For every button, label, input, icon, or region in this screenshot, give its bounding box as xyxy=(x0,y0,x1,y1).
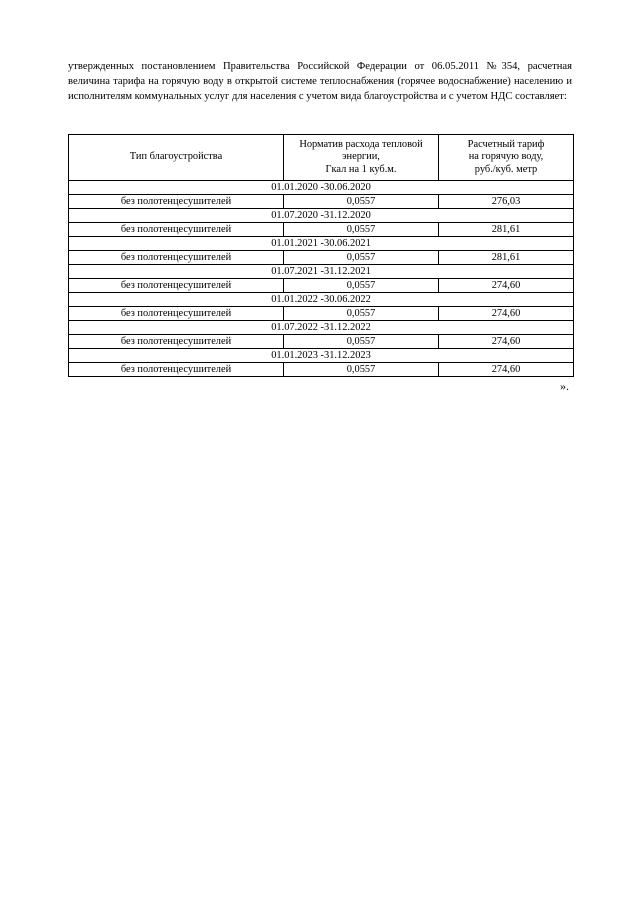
header-tariff-line1: Расчетный тариф xyxy=(467,138,545,150)
period-row xyxy=(69,321,574,335)
table-row xyxy=(69,223,574,237)
period-cell: 01.01.2020 -30.06.2020 xyxy=(69,181,574,195)
table-row xyxy=(69,307,574,321)
heat-norm-cell: 0,0557 xyxy=(284,307,439,321)
tariff-cell: 276,03 xyxy=(439,195,574,209)
header-tariff xyxy=(439,135,574,181)
heat-norm-cell: 0,0557 xyxy=(284,251,439,265)
header-improvement-type-text: Тип благоустройства xyxy=(129,151,223,163)
table-row xyxy=(69,251,574,265)
period-cell: 01.07.2021 -31.12.2021 xyxy=(69,265,574,279)
improvement-type-cell: без полотенцесушителей xyxy=(69,195,284,209)
table-row xyxy=(69,195,574,209)
header-improvement-type xyxy=(69,135,284,181)
header-heat-norm xyxy=(284,135,439,181)
improvement-type-cell: без полотенцесушителей xyxy=(69,307,284,321)
header-heat-norm-line2: энергии, xyxy=(342,151,380,163)
table-row xyxy=(69,363,574,377)
header-tariff-line3: руб./куб. метр xyxy=(474,163,538,175)
period-cell: 01.01.2021 -30.06.2021 xyxy=(69,237,574,251)
heat-norm-cell: 0,0557 xyxy=(284,279,439,293)
period-row xyxy=(69,293,574,307)
improvement-type-cell: без полотенцесушителей xyxy=(69,279,284,293)
period-cell: 01.01.2023 -31.12.2023 xyxy=(69,349,574,363)
tariff-cell: 274,60 xyxy=(439,363,574,377)
tariff-cell: 281,61 xyxy=(439,223,574,237)
heat-norm-cell: 0,0557 xyxy=(284,335,439,349)
table-row xyxy=(69,335,574,349)
tariff-cell: 281,61 xyxy=(439,251,574,265)
tariff-cell: 274,60 xyxy=(439,279,574,293)
heat-norm-cell: 0,0557 xyxy=(284,223,439,237)
table-row xyxy=(69,279,574,293)
period-row xyxy=(69,349,574,363)
improvement-type-cell: без полотенцесушителей xyxy=(69,251,284,265)
table-header-row xyxy=(69,135,574,181)
heat-norm-cell: 0,0557 xyxy=(284,195,439,209)
intro-paragraph: утвержденных постановлением Правительства Российской Федерации от 06.05.2011 №354, расчетная величина тарифа на горячую воду в открытой системе теплоснабжения (горячее водоснабжение) населению и исполнителям коммунальных услуг для населения с учетом вида благоустройства и с учетом НДС составляет: xyxy=(68,61,572,102)
tariff-cell: 274,60 xyxy=(439,335,574,349)
header-tariff-line2: на горячую воду, xyxy=(468,151,544,163)
header-heat-norm-line1: Норматив расхода тепловой xyxy=(299,138,423,150)
period-row xyxy=(69,181,574,195)
tariff-table xyxy=(68,134,574,377)
period-row xyxy=(69,209,574,223)
period-cell: 01.01.2022 -30.06.2022 xyxy=(69,293,574,307)
closing-quote-mark: ». xyxy=(560,379,569,393)
improvement-type-cell: без полотенцесушителей xyxy=(69,363,284,377)
period-row xyxy=(69,237,574,251)
header-heat-norm-line3: Гкал на 1 куб.м. xyxy=(325,163,397,175)
heat-norm-cell: 0,0557 xyxy=(284,363,439,377)
improvement-type-cell: без полотенцесушителей xyxy=(69,223,284,237)
period-cell: 01.07.2022 -31.12.2022 xyxy=(69,321,574,335)
improvement-type-cell: без полотенцесушителей xyxy=(69,335,284,349)
tariff-cell: 274,60 xyxy=(439,307,574,321)
period-row xyxy=(69,265,574,279)
period-cell: 01.07.2020 -31.12.2020 xyxy=(69,209,574,223)
